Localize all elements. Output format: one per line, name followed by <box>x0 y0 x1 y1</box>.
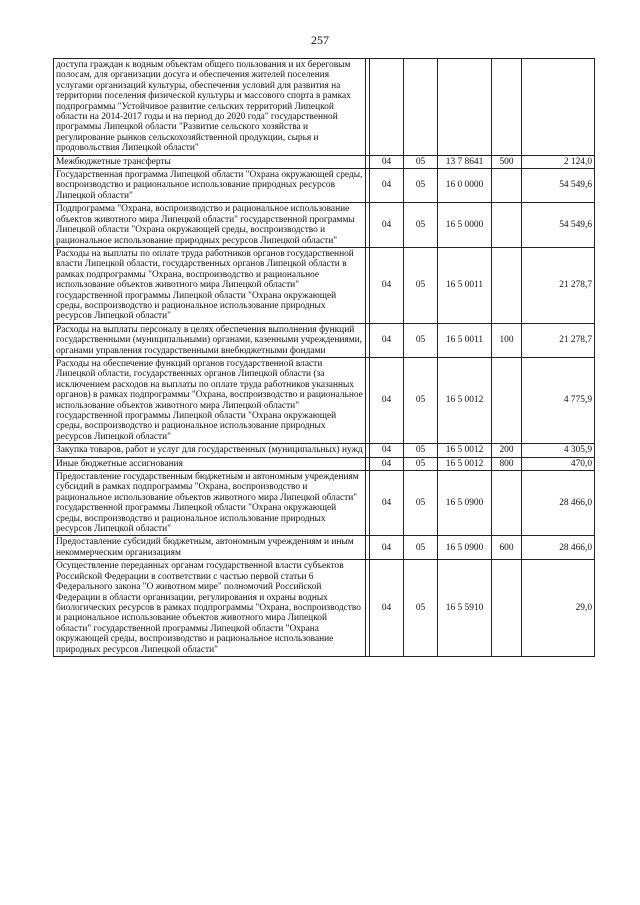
table-row <box>54 59 595 156</box>
row-target-article: 13 7 8641 <box>438 155 492 168</box>
row-subsection-code: 05 <box>404 357 438 443</box>
page-number: 257 <box>311 33 329 47</box>
row-expense-type <box>492 357 522 443</box>
row-target-article: 16 5 0011 <box>438 323 492 357</box>
table-row <box>54 444 595 457</box>
table-row <box>54 357 595 443</box>
row-amount <box>522 59 595 156</box>
row-subsection-code: 05 <box>404 247 438 323</box>
table-row <box>54 247 595 323</box>
row-subsection-code: 05 <box>404 560 438 657</box>
row-description: Государственная программа Липецкой области "Охрана окружающей среды, воспроизводство и рациональное использование природных ресурсов Липецкой области" <box>54 169 366 203</box>
row-description: Расходы на обеспечение функций органов государственной власти Липецкой области, государственных органов Липецкой области (за исключением расходов на выплаты по оплате труда работников указанных органов) в рамках подпрограммы "Охрана, воспроизводство и рациональное использование объектов животного мира Липецкой области" государственной программы Липецкой области "Охрана окружающей среды, воспроизводство и рациональное использование природных ресурсов Липецкой области" <box>54 357 366 443</box>
row-description: Расходы на выплаты персоналу в целях обеспечения выполнения функций государственными (муниципальными) органами, казенными учреждениями, органами управления государственными внебюджетными фондами <box>54 323 366 357</box>
row-subsection-code: 05 <box>404 169 438 203</box>
row-expense-type <box>492 169 522 203</box>
row-expense-type: 800 <box>492 457 522 470</box>
row-amount: 470,0 <box>522 457 595 470</box>
row-amount: 4 775,9 <box>522 357 595 443</box>
budget-table <box>53 58 595 657</box>
row-subsection-code: 05 <box>404 536 438 560</box>
row-description: доступа граждан к водным объектам общего пользования и их береговым полосам, для организации досуга и обеспечения жителей поселения услугами организаций культуры, обеспечения условий для развития на территории поселения физической культуры и массового спорта в рамках подпрограммы "Устойчивое развитие сельских территорий Липецкой области на 2014-2017 годы и на период до 2020 года" государственной программы Липецкой области "Развитие сельского хозяйства и регулирование рынков сельскохозяйственной продукции, сырья и продовольствия Липецкой области" <box>54 59 366 156</box>
table-row <box>54 169 595 203</box>
row-target-article <box>438 59 492 156</box>
row-amount: 21 278,7 <box>522 247 595 323</box>
row-expense-type <box>492 59 522 156</box>
row-description: Межбюджетные трансферты <box>54 155 366 168</box>
row-expense-type: 100 <box>492 323 522 357</box>
row-target-article: 16 5 0000 <box>438 203 492 248</box>
row-expense-type: 200 <box>492 444 522 457</box>
row-target-article: 16 5 5910 <box>438 560 492 657</box>
row-target-article: 16 5 0012 <box>438 444 492 457</box>
row-expense-type: 500 <box>492 155 522 168</box>
row-section-code: 04 <box>370 457 404 470</box>
row-description: Осуществление переданных органам государственной власти субъектов Российской Федерации в соответствии с частью первой статьи 6 Федерального закона "О животном мире" полномочий Российской Федерации в области организации, регулирования и охраны водных биологических ресурсов в рамках подпрограммы "Охрана, воспроизводство и рациональное использование объектов животного мира Липецкой области" государственной программы Липецкой области "Охрана окружающей среды, воспроизводство и рациональное использование природных ресурсов Липецкой области" <box>54 560 366 657</box>
row-section-code: 04 <box>370 471 404 536</box>
row-amount: 4 305,9 <box>522 444 595 457</box>
row-section-code <box>370 59 404 156</box>
row-section-code: 04 <box>370 169 404 203</box>
row-expense-type <box>492 560 522 657</box>
row-amount: 28 466,0 <box>522 471 595 536</box>
row-expense-type: 600 <box>492 536 522 560</box>
row-target-article: 16 5 0900 <box>438 536 492 560</box>
row-subsection-code: 05 <box>404 471 438 536</box>
row-amount: 54 549,6 <box>522 169 595 203</box>
row-expense-type <box>492 247 522 323</box>
row-section-code: 04 <box>370 444 404 457</box>
row-target-article: 16 5 0012 <box>438 357 492 443</box>
row-subsection-code: 05 <box>404 155 438 168</box>
row-description: Подпрограмма "Охрана, воспроизводство и рациональное использование объектов животного мира Липецкой области" государственной программы Липецкой области "Охрана окружающей среды, воспроизводство и рациональное использование природных ресурсов Липецкой области" <box>54 203 366 248</box>
row-section-code: 04 <box>370 357 404 443</box>
row-description: Предоставление государственным бюджетным и автономным учреждениям субсидий в рамках подпрограммы "Охрана, воспроизводство и рациональное использование объектов животного мира Липецкой области" государственной программы Липецкой области "Охрана окружающей среды, воспроизводство и рациональное использование природных ресурсов Липецкой области" <box>54 471 366 536</box>
row-amount: 28 466,0 <box>522 536 595 560</box>
row-description: Расходы на выплаты по оплате труда работников органов государственной власти Липецкой области, государственных органов Липецкой области в рамках подпрограммы "Охрана, воспроизводство и рациональное использование объектов животного мира Липецкой области" государственной программы Липецкой области "Охрана окружающей среды, воспроизводство и рациональное использование природных ресурсов Липецкой области" <box>54 247 366 323</box>
table-body <box>54 59 595 657</box>
row-section-code: 04 <box>370 536 404 560</box>
row-amount: 2 124,0 <box>522 155 595 168</box>
row-subsection-code: 05 <box>404 323 438 357</box>
table-row <box>54 155 595 168</box>
row-section-code: 04 <box>370 203 404 248</box>
row-section-code: 04 <box>370 560 404 657</box>
row-target-article: 16 5 0012 <box>438 457 492 470</box>
row-description: Предоставление субсидий бюджетным, автономным учреждениям и иным некоммерческим организациям <box>54 536 366 560</box>
row-subsection-code <box>404 59 438 156</box>
row-description: Закупка товаров, работ и услуг для государственных (муниципальных) нужд <box>54 444 366 457</box>
row-target-article: 16 0 0000 <box>438 169 492 203</box>
row-section-code: 04 <box>370 155 404 168</box>
row-target-article: 16 5 0011 <box>438 247 492 323</box>
row-section-code: 04 <box>370 247 404 323</box>
row-expense-type <box>492 471 522 536</box>
row-amount: 21 278,7 <box>522 323 595 357</box>
table-row <box>54 536 595 560</box>
row-expense-type <box>492 203 522 248</box>
table-row <box>54 471 595 536</box>
table-row <box>54 203 595 248</box>
row-amount: 54 549,6 <box>522 203 595 248</box>
row-amount: 29,0 <box>522 560 595 657</box>
row-subsection-code: 05 <box>404 203 438 248</box>
row-subsection-code: 05 <box>404 457 438 470</box>
row-subsection-code: 05 <box>404 444 438 457</box>
row-section-code: 04 <box>370 323 404 357</box>
row-target-article: 16 5 0900 <box>438 471 492 536</box>
table-row <box>54 560 595 657</box>
table-row <box>54 457 595 470</box>
row-description: Иные бюджетные ассигнования <box>54 457 366 470</box>
table-row <box>54 323 595 357</box>
